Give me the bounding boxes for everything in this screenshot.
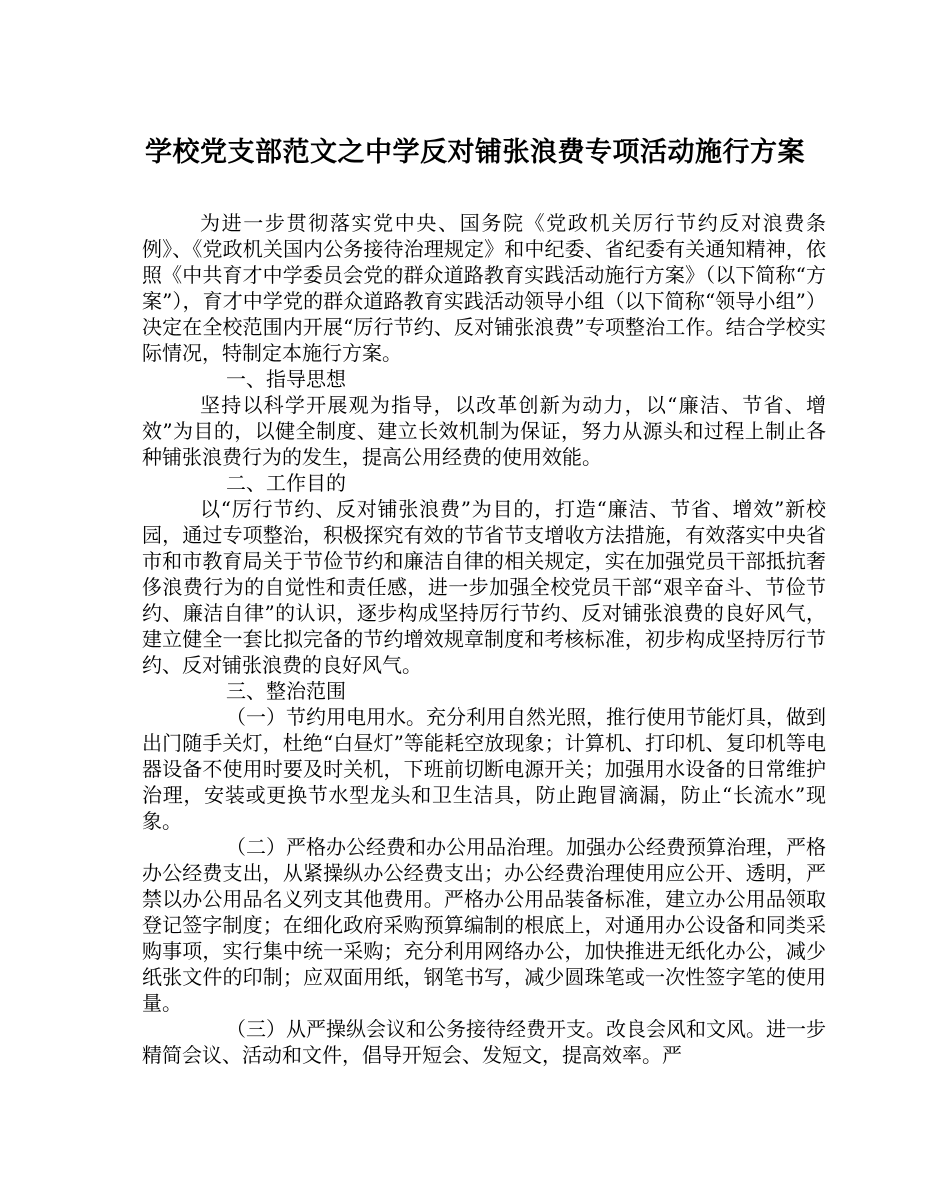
intro-paragraph: 为进一步贯彻落实党中央、国务院《党政机关厉行节约反对浪费条例》、《党政机关国内公务接待治理规定》和中纪委、省纪委有关通知精神，依照《中共育才中学委员会党的群众道路教育实践活动施行方案》（以下简称“方案”），育才中学党的群众道路教育实践活动领导小组（以下简称“领导小组”）决定在全校范围内开展“厉行节约、反对铺张浪费”专项整治工作。结合学校实际情况，特制定本施行方案。	[142, 211, 826, 365]
work-goal-paragraph: 以“厉行节约、反对铺张浪费”为目的，打造“廉洁、节省、增效”新校园，通过专项整治，积极探究有效的节省节支增收方法措施，有效落实中央省市和市教育局关于节俭节约和廉洁自律的相关规定，实在加强党员干部抵抗奢侈浪费行为的自觉性和责任感，进一步加强全校党员干部“艰辛奋斗、节俭节约、廉洁自律”的认识，逐步构成坚持厉行节约、反对铺张浪费的良好风气，建立健全一套比拟完备的节约增效规章制度和考核标准，初步构成坚持厉行节约、反对铺张浪费的良好风气。	[142, 497, 826, 677]
section-heading-scope: 三、整治范围	[226, 679, 346, 703]
document-body	[142, 210, 826, 1068]
guiding-ideology-paragraph: 坚持以科学开展观为指导，以改革创新为动力，以“廉洁、节省、增效”为目的，以健全制度、建立长效机制为保证，努力从源头和过程上制止各种铺张浪费行为的发生，提高公用经费的使用效能。	[142, 393, 826, 469]
page-title: 学校党支部范文之中学反对铺张浪费专项活动施行方案	[145, 137, 805, 168]
section-heading-guiding-ideology: 一、指导思想	[226, 367, 346, 391]
section-heading-work-goal: 二、工作目的	[226, 471, 346, 495]
scope-item-2: （二）严格办公经费和办公用品治理。加强办公经费预算治理，严格办公经费支出，从紧操纵办公经费支出；办公经费治理使用应公开、透明，严禁以办公用品名义列支其他费用。严格办公用品装备标准，建立办公用品领取登记签字制度；在细化政府采购预算编制的根底上，对通用办公设备和同类采购事项，实行集中统一采购；充分利用网络办公，加快推进无纸化办公，减少纸张文件的印制；应双面用纸，钢笔书写，减少圆珠笔或一次性签字笔的使用量。	[142, 835, 826, 1015]
scope-item-3: （三）从严操纵会议和公务接待经费开支。改良会风和文风。进一步精简会议、活动和文件，倡导开短会、发短文，提高效率。严	[142, 1017, 826, 1067]
scope-item-1: （一）节约用电用水。充分利用自然光照，推行使用节能灯具，做到出门随手关灯，杜绝“白昼灯”等能耗空放现象；计算机、打印机、复印机等电器设备不使用时要及时关机，下班前切断电源开关；加强用水设备的日常维护治理，安装或更换节水型龙头和卫生洁具，防止跑冒滴漏，防止“长流水”现象。	[142, 705, 826, 833]
